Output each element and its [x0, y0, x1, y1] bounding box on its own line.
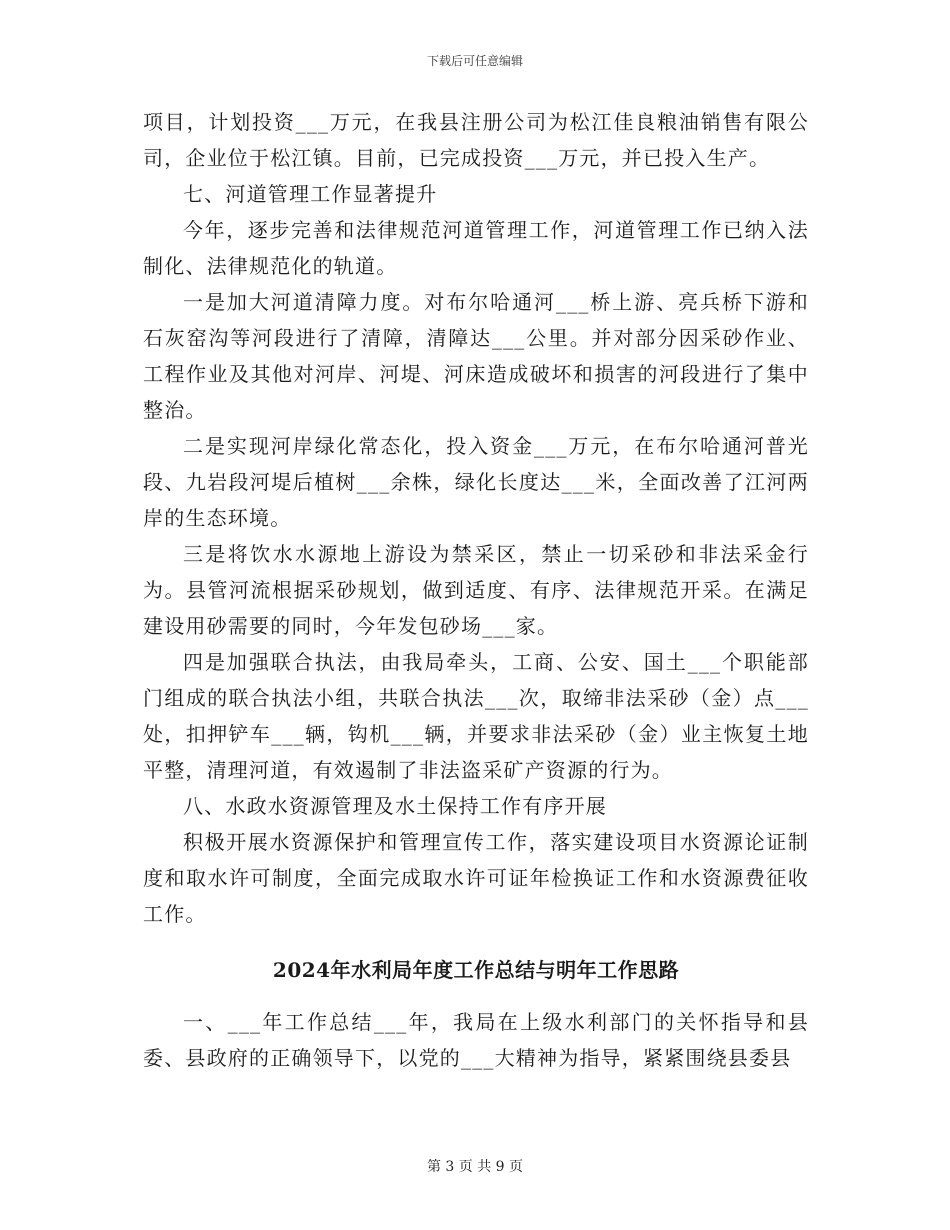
paragraph: 四是加强联合执法，由我局牵头，工商、公安、国土___个职能部门组成的联合执法小组，共联合执法___次，取缔非法采砂（金）点___处，扣押铲车___辆，钩机___辆，并要求非法采砂（金）业主恢复土地平整，清理河道，有效遏制了非法盗采矿产资源的行为。 — [143, 650, 809, 782]
paragraph: 今年，逐步完善和法律规范河道管理工作，河道管理工作已纳入法制化、法律规范化的轨道。 — [143, 218, 809, 278]
document-title: 2024年水利局年度工作总结与明年工作思路 — [272, 958, 680, 982]
paragraph: 三是将饮水水源地上游设为禁采区，禁止一切采砂和非法采金行为。县管河流根据采砂规划，做到适度、有序、法律规范开采。在满足建设用砂需要的同时，今年发包砂场___家。 — [143, 542, 809, 638]
paragraph: 积极开展水资源保护和管理宣传工作，落实建设项目水资源论证制度和取水许可制度，全面完成取水许可证年检换证工作和水资源费征收工作。 — [143, 830, 809, 926]
paragraph: 一是加大河道清障力度。对布尔哈通河___桥上游、亮兵桥下游和石灰窑沟等河段进行了清障，清障达___公里。并对部分因采砂作业、工程作业及其他对河岸、河堤、河床造成破坏和损害的河段进行了集中整治。 — [143, 290, 809, 422]
paragraph: 一、___年工作总结___年，我局在上级水利部门的关怀指导和县委、县政府的正确领导下，以党的___大精神为指导，紧紧围绕县委县 — [143, 1010, 809, 1070]
page-number: 第 3 页 共 9 页 — [426, 1159, 524, 1175]
document-body — [143, 104, 809, 1076]
page-header-note: 下载后可任意编辑 — [426, 54, 523, 68]
paragraph: 项目，计划投资___万元，在我县注册公司为松江佳良粮油销售有限公司，企业位于松江镇。目前，已完成投资___万元，并已投入生产。 — [143, 110, 809, 170]
section-heading: 七、河道管理工作显著提升 — [183, 182, 438, 206]
section-heading: 八、水政水资源管理及水土保持工作有序开展 — [183, 794, 607, 818]
paragraph: 二是实现河岸绿化常态化，投入资金___万元，在布尔哈通河普光段、九岩段河堤后植树___余株，绿化长度达___米，全面改善了江河两岸的生态环境。 — [143, 434, 809, 530]
